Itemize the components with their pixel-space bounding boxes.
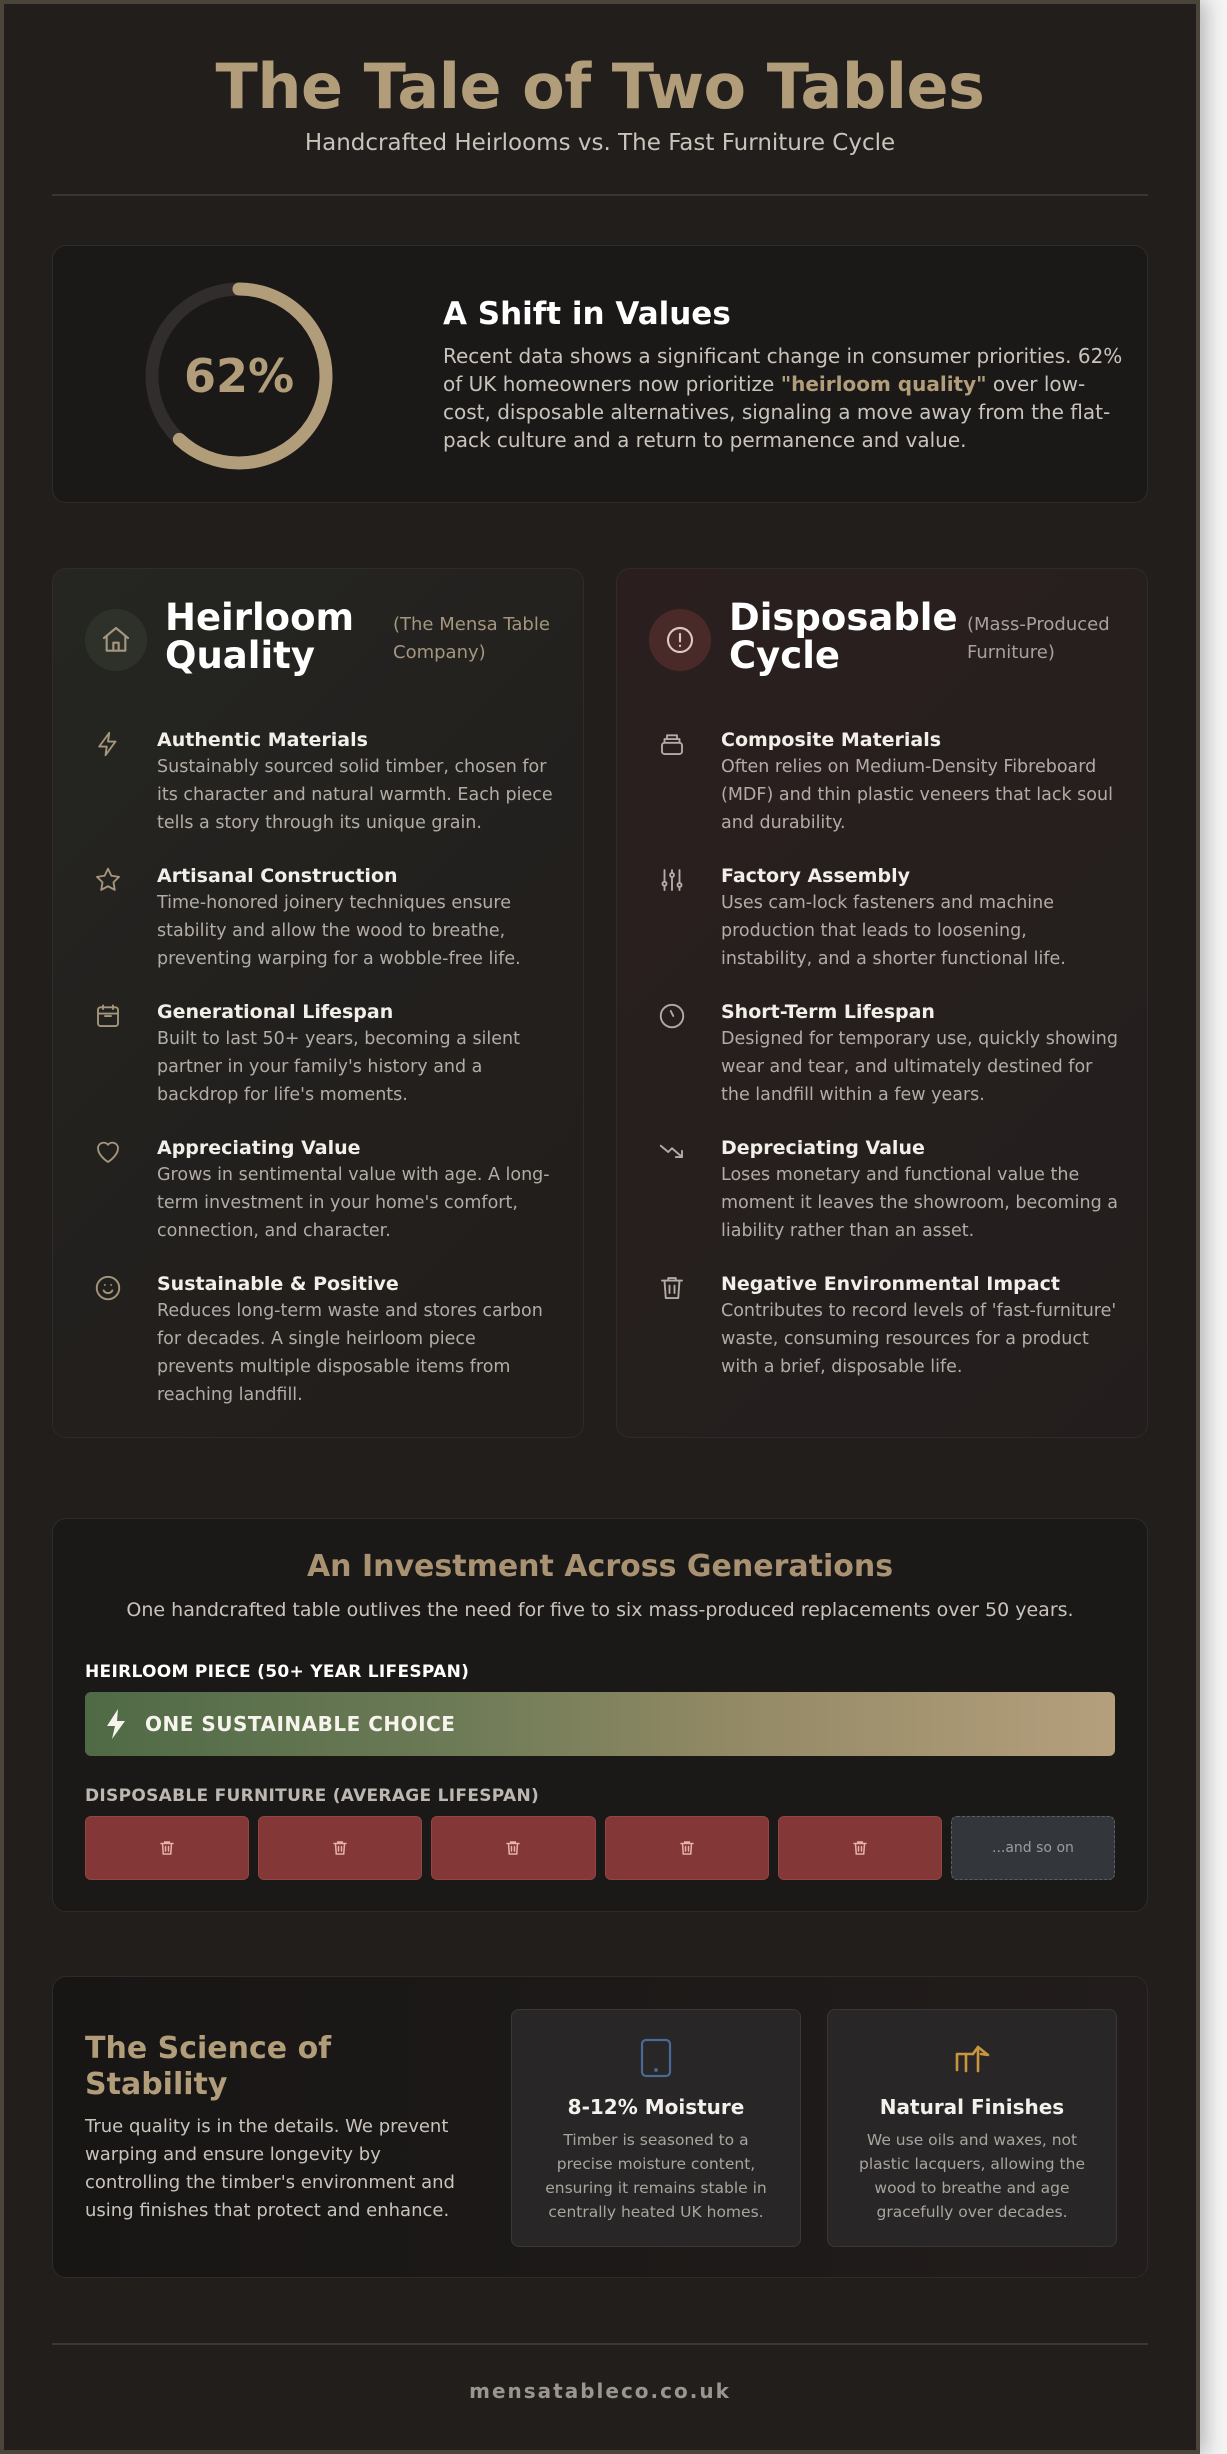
heirloom-column <box>52 568 584 1438</box>
tile-text: We use oils and waxes, not plastic lacquers, allowing the wood to breathe and age gracefully over decades. <box>859 2131 1085 2221</box>
disposable-column <box>616 568 1148 1438</box>
disposable-block <box>605 1816 769 1880</box>
feature-body: Time-honored joinery techniques ensure stability and allow the wood to breathe, preventing warping for a wobble-free life. <box>157 893 521 969</box>
layers-icon <box>657 729 687 759</box>
disposable-subtitle: (Mass-Produced Furniture) <box>967 614 1110 663</box>
science-text: True quality is in the details. We prevent warping and ensure longevity by controlling the timber's environment and using finishes that protect and enhance. <box>85 2116 455 2221</box>
feature-body: Uses cam-lock fasteners and machine production that leads to loosening, instability, and a shorter functional life. <box>721 893 1066 969</box>
feature-body: Designed for temporary use, quickly showing wear and tear, and ultimately destined for the landfill within a few years. <box>721 1029 1118 1105</box>
footer-divider <box>52 2343 1148 2345</box>
title-line: Quality <box>165 634 315 677</box>
feature-body: Built to last 50+ years, becoming a silent partner in your family's history and a backdrop for life's moments. <box>157 1029 521 1105</box>
heart-icon <box>93 1137 123 1167</box>
feature-title: Authentic Materials <box>157 729 368 751</box>
investment-subtitle: One handcrafted table outlives the need for five to six mass-produced replacements over 50 years. <box>126 1599 1074 1621</box>
stat-text-part: Recent data shows a significant change in consumer priorities. 62% of UK homeowners now prioritize <box>443 344 1123 396</box>
heirloom-subtitle: (The Mensa Table Company) <box>393 614 550 663</box>
stat-value: 62% <box>183 349 295 403</box>
page-title: The Tale of Two Tables <box>215 50 985 123</box>
feature-body: Often relies on Medium-Density Fibreboard (MDF) and thin plastic veneers that lack soul and durability. <box>721 757 1113 833</box>
stat-card <box>52 245 1148 503</box>
disposable-block <box>778 1816 942 1880</box>
feature-item <box>93 999 555 1109</box>
feature-title: Composite Materials <box>721 729 942 751</box>
stat-highlight: "heirloom quality" <box>780 372 987 396</box>
feature-item <box>657 863 1119 973</box>
and-so-on-block: ...and so on <box>951 1816 1115 1880</box>
stat-description <box>443 342 1123 454</box>
feature-title: Generational Lifespan <box>157 1001 394 1023</box>
sliders-icon <box>657 865 687 895</box>
science-title: The Science of Stability <box>85 2031 332 2102</box>
feature-body: Contributes to record levels of 'fast-furniture' waste, consuming resources for a product with a brief, disposable life. <box>721 1301 1117 1377</box>
feature-title: Short-Term Lifespan <box>721 1001 935 1023</box>
feature-title: Negative Environmental Impact <box>721 1273 1060 1295</box>
feature-title: Factory Assembly <box>721 865 910 887</box>
feature-body: Grows in sentimental value with age. A long-term investment in your home's comfort, connection, and character. <box>157 1165 550 1241</box>
stat-title: A Shift in Values <box>443 296 731 332</box>
feature-body: Sustainably sourced solid timber, chosen for its character and natural warmth. Each piece tells a story through its unique grain. <box>157 757 553 833</box>
home-icon <box>85 609 147 671</box>
disposable-lifespan-label: DISPOSABLE FURNITURE (AVERAGE LIFESPAN) <box>85 1786 540 1806</box>
feature-item <box>657 727 1119 837</box>
hammer-icon <box>828 2044 1116 2084</box>
trash-icon <box>678 1839 696 1857</box>
tile-title: Natural Finishes <box>879 2095 1065 2119</box>
trash-icon <box>158 1839 176 1857</box>
smile-icon <box>93 1273 123 1303</box>
heirloom-lifespan-label: HEIRLOOM PIECE (50+ YEAR LIFESPAN) <box>85 1662 470 1682</box>
title-line: Cycle <box>729 634 840 677</box>
feature-item <box>93 863 555 973</box>
title-line: Heirloom <box>165 596 355 639</box>
title-line: Disposable <box>729 596 958 639</box>
feature-item <box>93 1135 555 1245</box>
stat-text-part: over low-cost, disposable alternatives, signaling a move away from the flat-pack culture and a return to permanence and value. <box>443 372 1111 452</box>
page-subtitle: Handcrafted Heirlooms vs. The Fast Furniture Cycle <box>304 130 896 156</box>
tile-title: 8-12% Moisture <box>567 2095 745 2119</box>
feature-body: Reduces long-term waste and stores carbon for decades. A single heirloom piece prevents multiple disposable items from reaching landfill. <box>157 1301 543 1405</box>
heirloom-bar-label: ONE SUSTAINABLE CHOICE <box>145 1712 456 1736</box>
feature-item <box>93 727 555 837</box>
heirloom-lifespan-bar <box>85 1692 1115 1756</box>
tile-text: Timber is seasoned to a precise moisture content, ensuring it remains stable in centrally heated UK homes. <box>545 2131 767 2221</box>
feature-item <box>657 1271 1119 1381</box>
feature-title: Depreciating Value <box>721 1137 925 1159</box>
moisture-tile <box>511 2009 801 2247</box>
disposable-block <box>431 1816 595 1880</box>
disposable-block <box>85 1816 249 1880</box>
investment-section <box>52 1518 1148 1912</box>
heirloom-title <box>165 596 355 677</box>
feature-title: Sustainable & Positive <box>157 1273 399 1295</box>
header-divider <box>52 194 1148 196</box>
trash-icon <box>504 1839 522 1857</box>
alert-circle-icon <box>649 609 711 671</box>
star-icon <box>93 865 123 895</box>
disposable-block <box>258 1816 422 1880</box>
clock-icon <box>657 1001 687 1031</box>
trash-icon <box>657 1273 687 1303</box>
trending-down-icon <box>657 1137 687 1167</box>
feature-item <box>657 1135 1119 1245</box>
feature-title: Artisanal Construction <box>157 865 398 887</box>
tablet-icon <box>512 2038 800 2078</box>
disposable-title <box>729 596 958 677</box>
finishes-tile <box>827 2009 1117 2247</box>
feature-item <box>657 999 1119 1109</box>
footer-domain: mensatableco.co.uk <box>469 2379 731 2403</box>
investment-title: An Investment Across Generations <box>306 1549 894 1584</box>
disposable-blocks <box>85 1816 1115 1880</box>
science-section <box>52 1976 1148 2278</box>
feature-body: Loses monetary and functional value the moment it leaves the showroom, becoming a liability rather than an asset. <box>721 1165 1119 1241</box>
trash-icon <box>331 1839 349 1857</box>
feature-title: Appreciating Value <box>157 1137 361 1159</box>
calendar-icon <box>93 1001 123 1031</box>
lightning-icon <box>93 729 123 759</box>
trash-icon <box>851 1839 869 1857</box>
lightning-icon <box>105 1709 127 1739</box>
feature-item <box>93 1271 555 1409</box>
